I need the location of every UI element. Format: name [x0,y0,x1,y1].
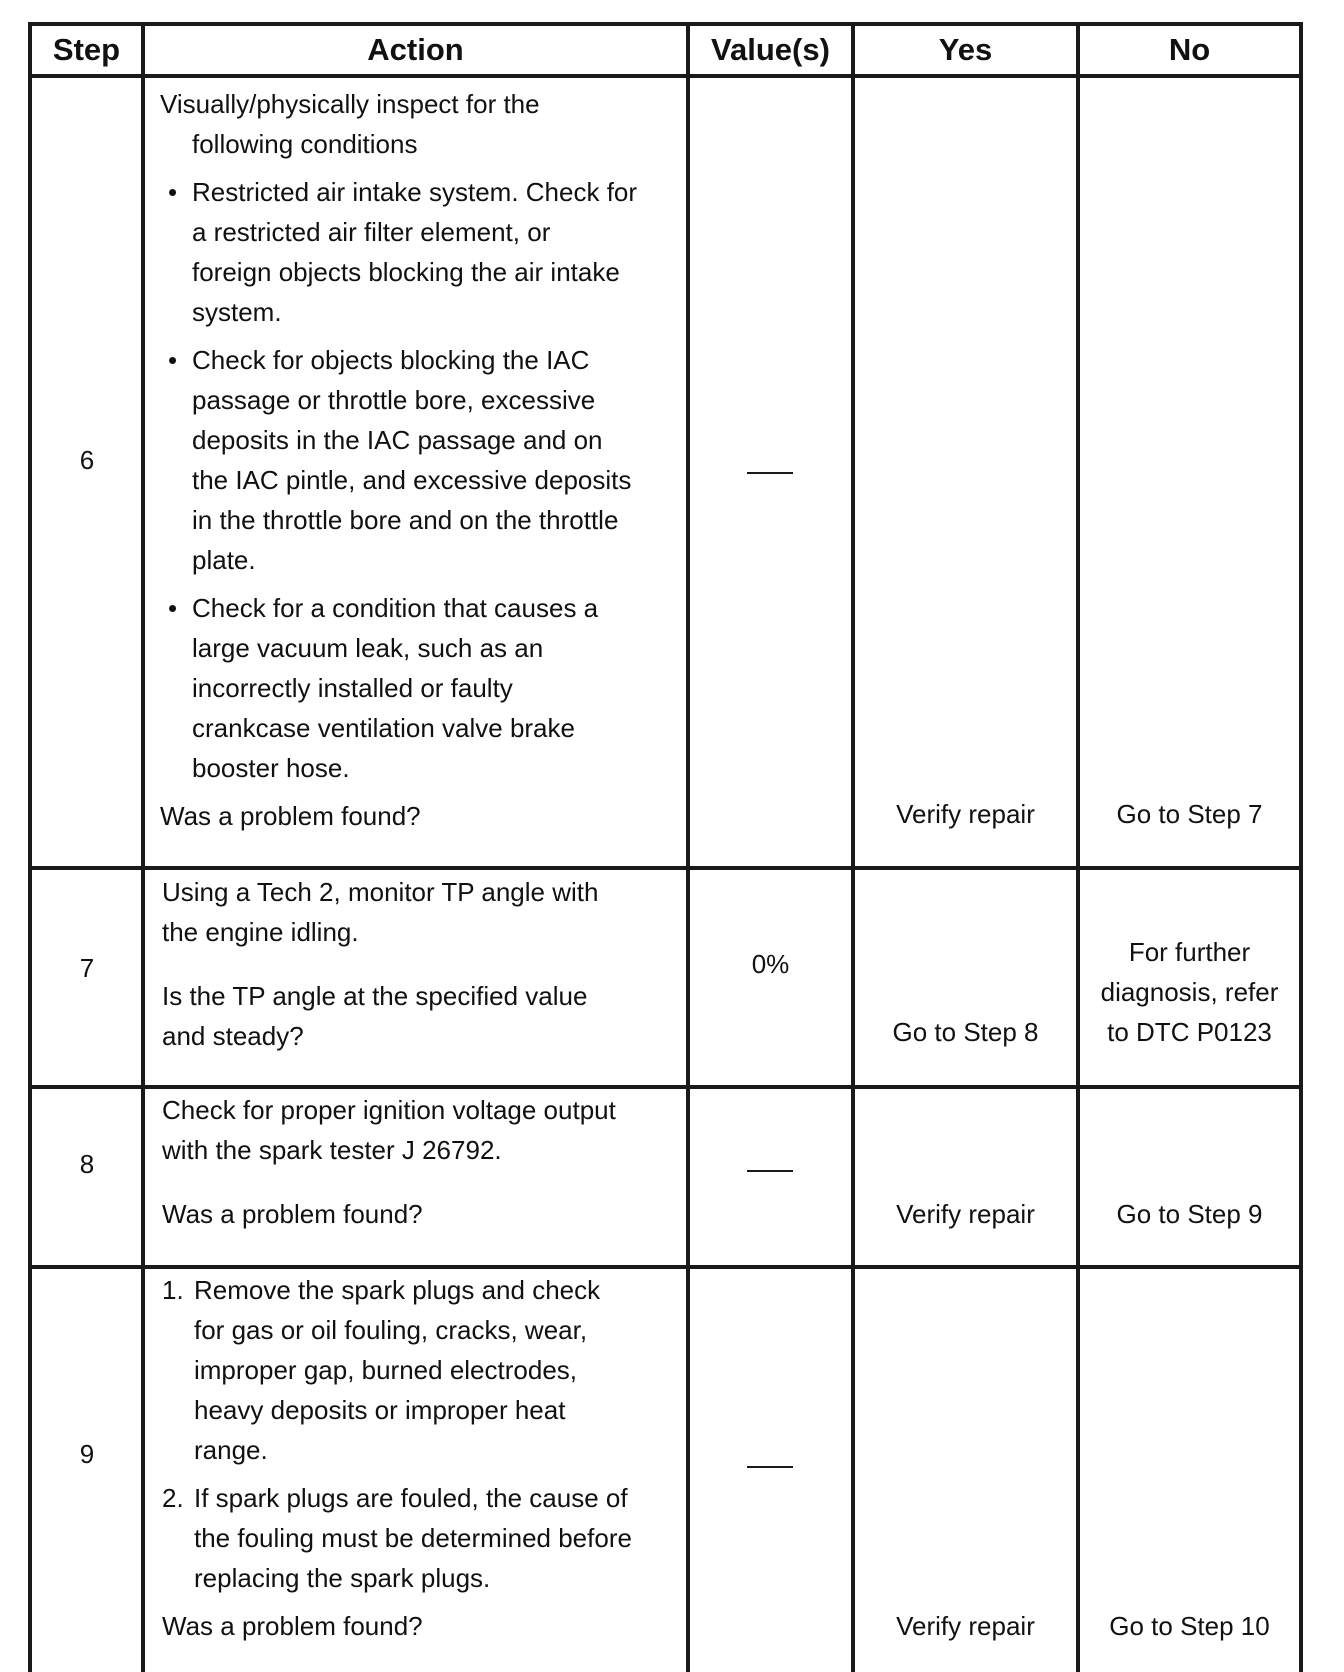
header-values: Value(s) [711,32,830,67]
yes-cell: Verify repair [896,799,1035,829]
action-text: crankcase ventilation valve brake [192,713,575,743]
yes-cell: Verify repair [896,1611,1035,1641]
action-text: incorrectly installed or faulty [192,673,513,703]
no-text: diagnosis, refer [1100,977,1279,1007]
action-cell [162,1270,682,1646]
step-number: 7 [79,953,95,983]
question-text: Is the TP angle at the specified value [162,981,588,1011]
header-step: Step [52,32,121,67]
value-dash [747,472,793,474]
action-text: Remove the spark plugs and check [194,1275,601,1305]
value-dash [747,1466,793,1468]
action-text: the IAC pintle, and excessive deposits [192,465,632,495]
column-divider [1076,22,1080,1672]
no-cell: Go to Step 9 [1116,1199,1263,1229]
bullet-mark: • [168,345,178,375]
bullet-mark: • [168,177,178,207]
action-text: a restricted air filter element, or [192,217,551,247]
question-text: Was a problem found? [160,801,421,831]
no-text: For further [1128,937,1251,967]
action-text: If spark plugs are fouled, the cause of [194,1483,628,1513]
action-text: booster hose. [192,753,350,783]
header-divider [28,74,1303,78]
column-divider [28,22,32,1672]
action-text: replacing the spark plugs. [194,1563,491,1593]
action-text: Restricted air intake system. Check for [192,177,638,207]
action-text: the fouling must be determined before [194,1523,632,1553]
action-text: Check for proper ignition voltage output [162,1095,616,1125]
action-text: improper gap, burned electrodes, [194,1355,578,1385]
question-text: and steady? [162,1021,304,1051]
action-text: range. [194,1435,268,1465]
action-text: Check for objects blocking the IAC [192,345,590,375]
value-dash [747,1170,793,1172]
action-cell [160,84,680,836]
action-text: deposits in the IAC passage and on [192,425,603,455]
row-divider [28,866,1303,870]
no-text: to DTC P0123 [1107,1017,1272,1047]
bullet-item [160,172,680,332]
item-number: 1. [162,1275,184,1305]
bullet-item [160,340,680,580]
numbered-item [162,1478,682,1598]
step-number: 9 [79,1439,95,1469]
no-cell: Go to Step 7 [1116,799,1263,829]
action-text: following conditions [192,129,418,159]
value-cell: 0% [751,949,790,979]
action-text: in the throttle bore and on the throttle [192,505,619,535]
step-number: 8 [79,1149,95,1179]
action-text: for gas or oil fouling, cracks, wear, [194,1315,588,1345]
no-cell [1080,932,1299,1052]
column-divider [851,22,855,1672]
action-text: the engine idling. [162,917,359,947]
bullet-mark: • [168,593,178,623]
action-text: with the spark tester J 26792. [162,1135,502,1165]
action-text: Check for a condition that causes a [192,593,599,623]
bullet-item [160,588,680,788]
row-divider [28,1085,1303,1089]
action-text: foreign objects blocking the air intake [192,257,620,287]
action-text: passage or throttle bore, excessive [192,385,596,415]
column-divider [686,22,690,1672]
header-no: No [1168,32,1211,67]
question-text: Was a problem found? [162,1199,423,1229]
row-divider [28,1265,1303,1269]
action-text: system. [192,297,282,327]
column-divider [141,22,145,1672]
numbered-item [162,1270,682,1470]
action-text: plate. [192,545,256,575]
item-number: 2. [162,1483,184,1513]
action-cell [162,872,682,1056]
column-divider [1299,22,1303,1672]
no-cell: Go to Step 10 [1109,1611,1270,1641]
header-action: Action [367,32,464,67]
action-text: Using a Tech 2, monitor TP angle with [162,877,599,907]
header-yes: Yes [938,32,993,67]
action-cell [162,1090,682,1234]
yes-cell: Go to Step 8 [892,1017,1039,1047]
yes-cell: Verify repair [896,1199,1035,1229]
action-text: large vacuum leak, such as an [192,633,544,663]
step-number: 6 [79,445,95,475]
action-text: heavy deposits or improper heat [194,1395,566,1425]
question-text: Was a problem found? [162,1611,423,1641]
action-text: Visually/physically inspect for the [160,89,540,119]
